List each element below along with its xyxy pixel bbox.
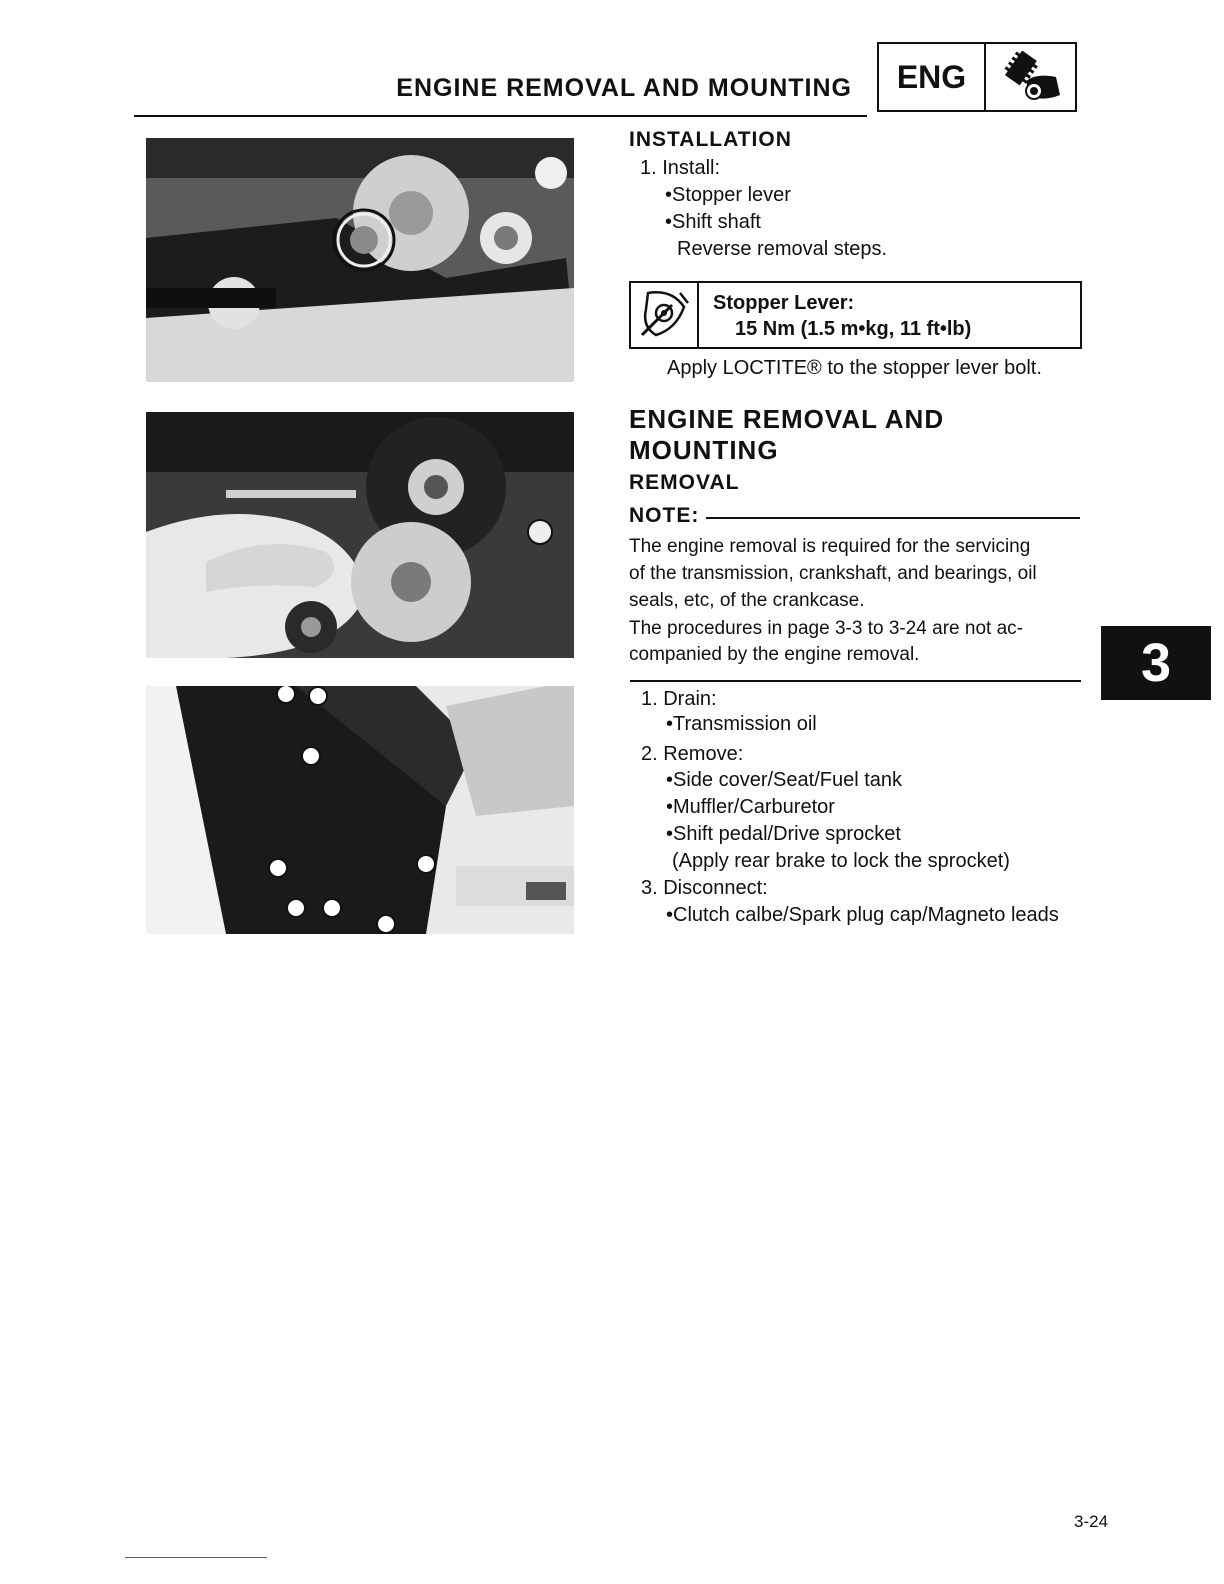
torque-wrench-icon bbox=[631, 283, 699, 347]
torque-spec-box bbox=[629, 281, 1082, 349]
note-end-rule bbox=[630, 680, 1081, 682]
footer-line bbox=[125, 1557, 267, 1558]
installation-note: Reverse removal steps. bbox=[677, 238, 888, 260]
torque-label: Stopper Lever: bbox=[713, 292, 855, 314]
step-item: (Apply rear brake to lock the sprocket) bbox=[672, 850, 1010, 872]
section-title-line2: MOUNTING bbox=[629, 435, 779, 465]
section-badge bbox=[877, 42, 1077, 112]
photo-stopper-lever bbox=[146, 138, 574, 382]
step-item: •Side cover/Seat/Fuel tank bbox=[666, 769, 903, 791]
chapter-tab: 3 bbox=[1101, 626, 1211, 700]
step-label: 3. Disconnect: bbox=[641, 877, 768, 899]
note-rule bbox=[706, 517, 1080, 519]
note-line: companied by the engine removal. bbox=[629, 644, 920, 665]
step-label: 1. Drain: bbox=[641, 688, 717, 710]
installation-item: •Shift shaft bbox=[665, 211, 761, 233]
note-line: The engine removal is required for the servicing bbox=[629, 536, 1031, 557]
installation-heading: INSTALLATION bbox=[629, 128, 792, 151]
step-item: •Shift pedal/Drive sprocket bbox=[666, 823, 901, 845]
note-line: The procedures in page 3-3 to 3-24 are not ac- bbox=[629, 618, 1023, 639]
header-divider bbox=[134, 115, 867, 117]
removal-heading: REMOVAL bbox=[629, 471, 740, 494]
note-label: NOTE: bbox=[629, 504, 700, 527]
step-label: 2. Remove: bbox=[641, 743, 744, 765]
badge-label: ENG bbox=[879, 44, 986, 110]
photo-drive-sprocket bbox=[146, 412, 574, 658]
installation-step: 1. Install: bbox=[640, 157, 721, 179]
step-item: •Muffler/Carburetor bbox=[666, 796, 835, 818]
note-line: of the transmission, crankshaft, and bearings, oil bbox=[629, 563, 1037, 584]
engine-icon bbox=[986, 44, 1075, 110]
page-number: 3-24 bbox=[1074, 1512, 1109, 1531]
torque-value: 15 Nm (1.5 m•kg, 11 ft•lb) bbox=[735, 318, 972, 340]
step-item: •Transmission oil bbox=[666, 713, 817, 735]
page-header-title: ENGINE REMOVAL AND MOUNTING bbox=[396, 74, 852, 102]
step-item: •Clutch calbe/Spark plug cap/Magneto leads bbox=[666, 904, 1059, 926]
loctite-note: Apply LOCTITE® to the stopper lever bolt. bbox=[667, 357, 1042, 379]
note-line: seals, etc, of the crankcase. bbox=[629, 590, 865, 611]
section-title-line1: ENGINE REMOVAL AND bbox=[629, 404, 945, 434]
installation-item: •Stopper lever bbox=[665, 184, 791, 206]
photo-engine-mounting bbox=[146, 686, 574, 934]
